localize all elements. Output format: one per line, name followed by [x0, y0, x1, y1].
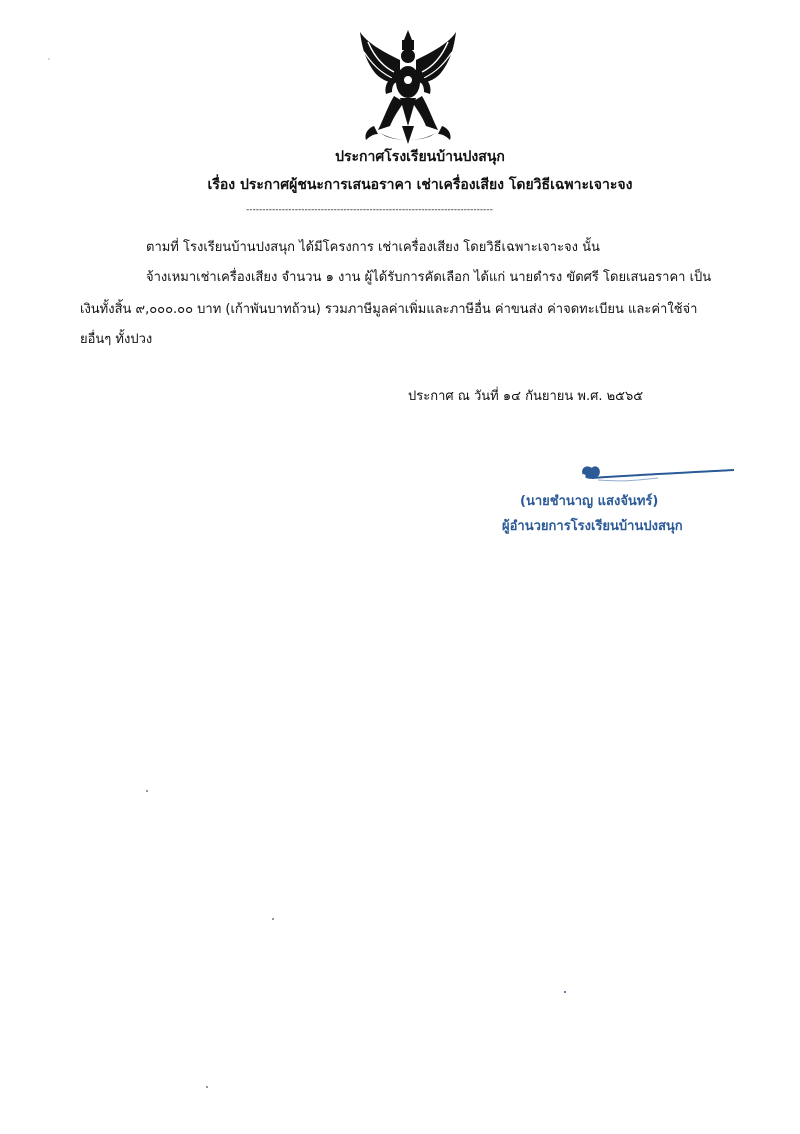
handwritten-signature	[578, 460, 738, 490]
body-paragraph-2-line-3: ยอื่นๆ ทั้งปวง	[80, 332, 153, 347]
title-divider: ----------------------------------------------------------------------------	[246, 205, 493, 215]
body-paragraph-1: ตามที่ โรงเรียนบ้านปงสนุก ได้มีโครงการ เช่าเครื่องเสียง โดยวิธีเฉพาะเจาะจง นั้น	[146, 240, 600, 255]
scan-speck	[48, 58, 50, 60]
garuda-emblem-icon	[354, 26, 462, 146]
scan-speck	[146, 790, 148, 792]
signatory-name: (นายชำนาญ แสงจันทร์)	[520, 494, 659, 509]
scan-speck	[206, 1086, 208, 1088]
announcement-title: ประกาศโรงเรียนบ้านปงสนุก	[335, 149, 505, 165]
signatory-position: ผู้อำนวยการโรงเรียนบ้านปงสนุก	[502, 519, 683, 534]
body-paragraph-2-line-2: เงินทั้งสิ้น ๙,๐๐๐.๐๐ บาท (เก้าพันบาทถ้วน) รวมภาษีมูลค่าเพิ่มและภาษีอื่น ค่าขนส่ง ค่าจดทะเบียน และค่าใช้จ่า	[80, 302, 698, 317]
announcement-subject: เรื่อง ประกาศผู้ชนะการเสนอราคา เช่าเครื่องเสียง โดยวิธีเฉพาะเจาะจง	[207, 177, 633, 193]
announcement-date: ประกาศ ณ วันที่ ๑๔ กันยายน พ.ศ. ๒๕๖๕	[408, 389, 644, 404]
scan-speck	[564, 991, 566, 993]
scan-speck	[272, 918, 274, 920]
body-paragraph-2-line-1: จ้างเหมาเช่าเครื่องเสียง จำนวน ๑ งาน ผู้ได้รับการคัดเลือก ได้แก่ นายดำรง ขัดศรี โดยเสนอราคา เป็น	[146, 270, 712, 285]
